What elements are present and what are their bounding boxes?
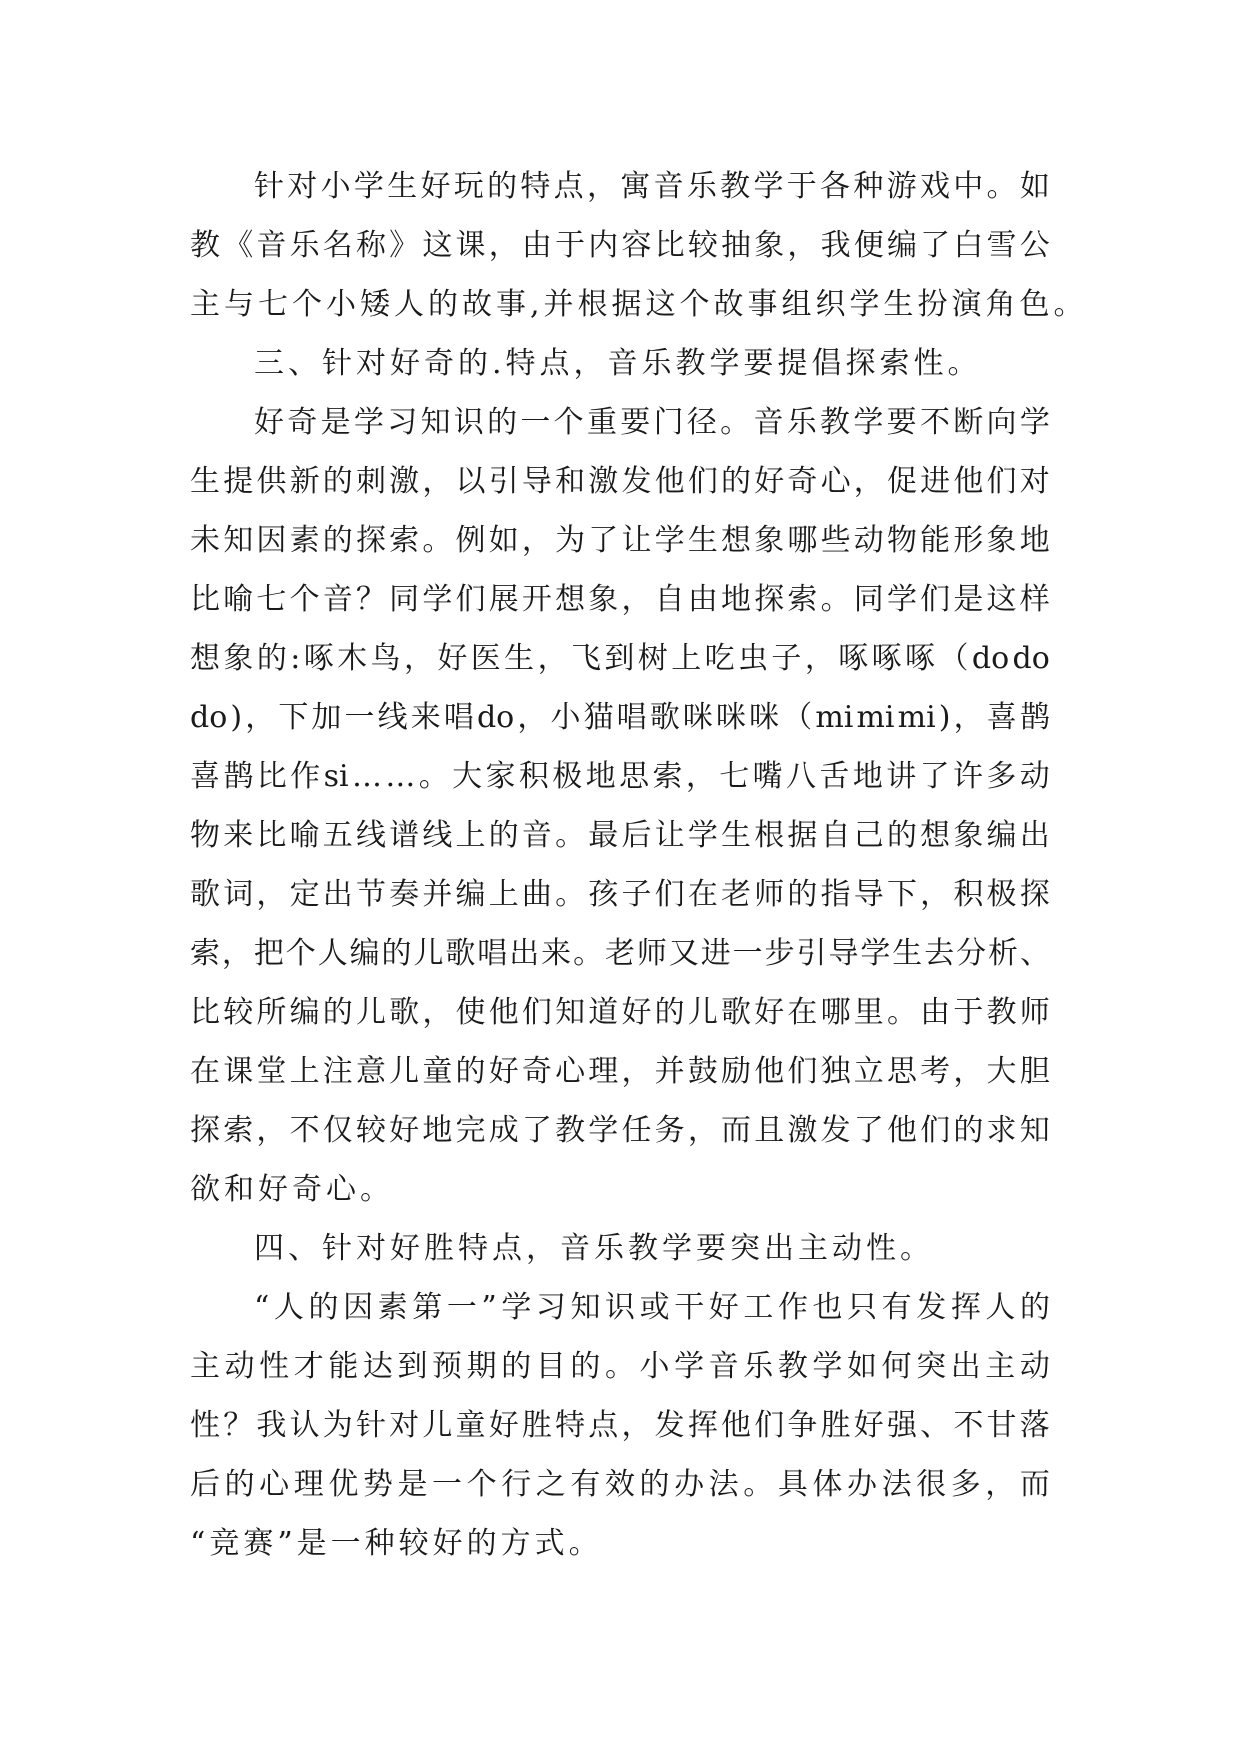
section-heading: 三、针对好奇的.特点，音乐教学要提倡探索性。 xyxy=(254,346,982,381)
paragraph-line: 主与七个小矮人的故事,并根据这个故事组织学生扮演角色。 xyxy=(190,287,1088,322)
paragraph-line: 教 《 音 乐 名 称 》 这 课 ， 由 于 内 容 比 较 抽 象 ， 我 便 编 了 白 雪 公 xyxy=(190,228,1050,263)
paragraph-line: 未 知 因 素 的 探 索 。 例 如 ， 为 了 让 学 生 想 象 哪 些 动 物 能 形 象 地 xyxy=(190,523,1050,558)
paragraph-line: 歌 词 ， 定 出 节 奏 并 编 上 曲 。 孩 子 们 在 老 师 的 指 导 下 ， 积 极 探 xyxy=(190,877,1050,912)
paragraph-line: 主 动 性 才 能 达 到 预 期 的 目 的 。 小 学 音 乐 教 学 如 何 突 出 主 动 xyxy=(190,1349,1050,1384)
section-heading: 四、针对好胜特点，音乐教学要突出主动性。 xyxy=(254,1231,934,1266)
paragraph-line: 想 象 的 : 啄 木 鸟 ， 好 医 生 ， 飞 到 树 上 吃 虫 子 ， 啄 啄 啄 （ do do xyxy=(190,641,1050,676)
paragraph-line: 物 来 比 喻 五 线 谱 线 上 的 音 。 最 后 让 学 生 根 据 自 己 的 想 象 编 出 xyxy=(190,818,1050,853)
paragraph-line: “ 人 的 因 素 第 一 ” 学 习 知 识 或 干 好 工 作 也 只 有 发 挥 人 的 xyxy=(254,1290,1050,1325)
paragraph-line: 比 喻 七 个 音 ？ 同 学 们 展 开 想 象 ， 自 由 地 探 索 。 同 学 们 是 这 样 xyxy=(190,582,1050,617)
paragraph-line: 欲和好奇心。 xyxy=(190,1172,394,1207)
paragraph-line: 探 索 ， 不 仅 较 好 地 完 成 了 教 学 任 务 ， 而 且 激 发 了 他 们 的 求 知 xyxy=(190,1113,1050,1148)
paragraph-line: 比 较 所 编 的 儿 歌 ， 使 他 们 知 道 好 的 儿 歌 好 在 哪 里 。 由 于 教 师 xyxy=(190,995,1050,1030)
document-body xyxy=(190,157,1088,1573)
paragraph-line: 后 的 心 理 优 势 是 一 个 行 之 有 效 的 办 法 。 具 体 办 法 很 多 ， 而 xyxy=(190,1467,1050,1502)
paragraph-line: 生 提 供 新 的 刺 激 ， 以 引 导 和 激 发 他 们 的 好 奇 心 ， 促 进 他 们 对 xyxy=(190,464,1050,499)
paragraph-line: 好 奇 是 学 习 知 识 的 一 个 重 要 门 径 。 音 乐 教 学 要 不 断 向 学 xyxy=(254,405,1050,440)
paragraph-line: 索 ， 把 个 人 编 的 儿 歌 唱 出 来 。 老 师 又 进 一 步 引 导 学 生 去 分 析 、 xyxy=(190,936,1050,971)
paragraph-line: 喜 鹊 比 作 si … … 。 大 家 积 极 地 思 索 ， 七 嘴 八 舌 地 讲 了 许 多 动 xyxy=(190,759,1050,794)
paragraph-line: 在 课 堂 上 注 意 儿 童 的 好 奇 心 理 ， 并 鼓 励 他 们 独 立 思 考 ， 大 胆 xyxy=(190,1054,1050,1089)
paragraph-line: do ) ， 下 加 一 线 来 唱 do ， 小 猫 唱 歌 咪 咪 咪 （ mi mi mi ) ， 喜 鹊 xyxy=(190,700,1050,735)
paragraph-line: “竞赛”是一种较好的方式。 xyxy=(190,1526,603,1561)
paragraph-line: 针 对 小 学 生 好 玩 的 特 点 ， 寓 音 乐 教 学 于 各 种 游 戏 中 。 如 xyxy=(254,169,1050,204)
paragraph-line: 性 ？ 我 认 为 针 对 儿 童 好 胜 特 点 ， 发 挥 他 们 争 胜 好 强 、 不 甘 落 xyxy=(190,1408,1050,1443)
